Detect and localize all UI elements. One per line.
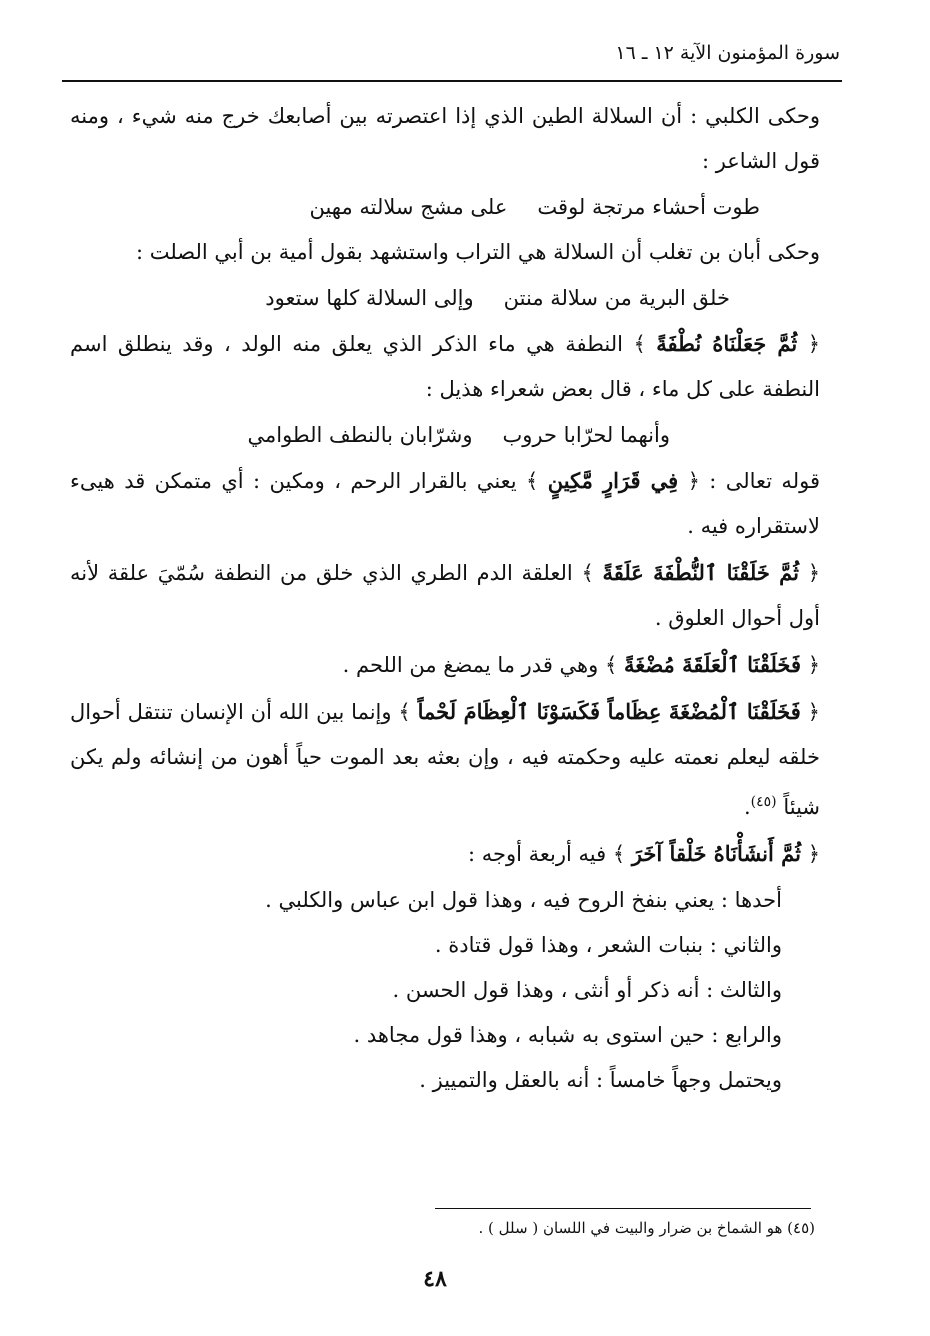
ornate-bracket-open: ﴿ [807, 653, 820, 677]
paragraph-7-end: . [743, 795, 751, 819]
verse-2 [70, 276, 820, 321]
quran-quote: فِي قَرَارٍ مَّكِينٍ [547, 468, 679, 493]
paragraph-8-text: فيه أربعة أوجه : [467, 842, 607, 866]
paragraph-4-lead: قوله تعالى : [709, 469, 820, 493]
verse-3-second-hemistich: وشرّابان بالنطف الطوامي [247, 423, 473, 447]
running-header: سورة المؤمنون الآية ١٢ ـ ١٦ [615, 42, 840, 64]
paragraph-3-text: النطفة هي ماء الذكر الذي يعلق منه الولد ، وقد ينطلق اسم النطفة على كل ماء ، قال بعض شعراء هذيل : [70, 332, 820, 401]
paragraph-6 [70, 642, 820, 688]
paragraph-6-text: وهي قدر ما يمضغ من اللحم . [342, 653, 599, 677]
verse-1-second-hemistich: على مشج سلالته مهين [309, 195, 508, 219]
ornate-bracket-open: ﴿ [687, 469, 700, 493]
footnote-rule [435, 1208, 811, 1209]
paragraph-4-text: يعني بالقرار الرحم ، ومكين : أي متمكن قد هيىء لاستقراره فيه . [70, 469, 820, 538]
list-item: والرابع : حين استوى به شبابه ، وهذا قول مجاهد . [353, 1023, 782, 1047]
verse-1-first-hemistich: طوت أحشاء مرتجة لوقت [537, 195, 760, 219]
ornate-bracket-open: ﴿ [807, 332, 820, 356]
ornate-bracket-close: ﴾ [398, 700, 411, 724]
quran-quote: ثُمَّ جَعَلْنَاهُ نُطْفَةً [656, 331, 798, 356]
quran-quote: ثُمَّ خَلَقْنَا ٱلنُّطْفَةَ عَلَقَةً [602, 560, 799, 585]
ornate-bracket-close: ﴾ [612, 842, 626, 866]
paragraph-8 [70, 831, 820, 877]
verse-1 [70, 185, 820, 230]
quran-quote: فَخَلَقْنَا ٱلْمُضْغَةَ عِظَاماً فَكَسَوْنَا ٱلْعِظَامَ لَحْماً [417, 699, 801, 724]
header-rule [62, 80, 842, 82]
list-item: أحدها : يعني بنفخ الروح فيه ، وهذا قول ابن عباس والكلبي . [265, 888, 782, 912]
paragraph-3 [70, 321, 820, 412]
ornate-bracket-open: ﴿ [807, 842, 820, 866]
ornate-bracket-close: ﴾ [604, 653, 618, 677]
paragraph-4 [70, 458, 820, 549]
list-item: والثاني : بنبات الشعر ، وهذا قول قتادة . [434, 933, 782, 957]
list-item: ويحتمل وجهاً خامساً : أنه بالعقل والتمييز . [419, 1068, 782, 1092]
verse-2-first-hemistich: خلق البرية من سلالة منتن [503, 286, 730, 310]
paragraph-7 [70, 689, 820, 830]
ornate-bracket-close: ﴾ [633, 332, 646, 356]
footnote-reference[interactable]: (٤٥) [750, 794, 777, 810]
ornate-bracket-close: ﴾ [581, 561, 594, 585]
footnote: (٤٥) هو الشماخ بن ضرار والبيت في اللسان ( سلل ) . [478, 1219, 815, 1237]
paragraph-2: وحكى أبان بن تغلب أن السلالة هي التراب واستشهد بقول أمية بن أبي الصلت : [135, 240, 820, 264]
page-body [70, 94, 820, 1103]
list-item: والثالث : أنه ذكر أو أنثى ، وهذا قول الحسن . [392, 978, 782, 1002]
quran-quote: ثُمَّ أَنشَأْنَاهُ خَلْقاً آخَرَ [631, 841, 801, 866]
paragraph-7-text: وإنما بين الله أن الإنسان تنتقل أحوال خلقه ليعلم نعمته عليه وحكمته فيه ، وإن بعثه بعد الموت حياً أهون من إنشائه ولم يكن شيئاً [70, 700, 820, 819]
quran-quote: فَخَلَقْنَا ٱلْعَلَقَةَ مُضْغَةً [623, 652, 801, 677]
ornate-bracket-open: ﴿ [807, 700, 820, 724]
paragraph-5-text: العلقة الدم الطري الذي خلق من النطفة سُمّيَ علقة لأنه أول أحوال العلوق . [70, 561, 820, 630]
verse-3 [70, 413, 820, 458]
paragraph-1: وحكى الكلبي : أن السلالة الطين الذي إذا اعتصرته بين أصابعك خرج منه شيء ، ومنه قول الشاعر : [70, 104, 820, 173]
verse-3-first-hemistich: وأنهما لحرّابا حروب [502, 423, 670, 447]
page-number: ٤٨ [423, 1266, 447, 1292]
paragraph-5 [70, 550, 820, 641]
ornate-bracket-open: ﴿ [807, 561, 820, 585]
ornate-bracket-close: ﴾ [526, 469, 539, 493]
verse-2-second-hemistich: وإلى السلالة كلها ستعود [265, 286, 474, 310]
